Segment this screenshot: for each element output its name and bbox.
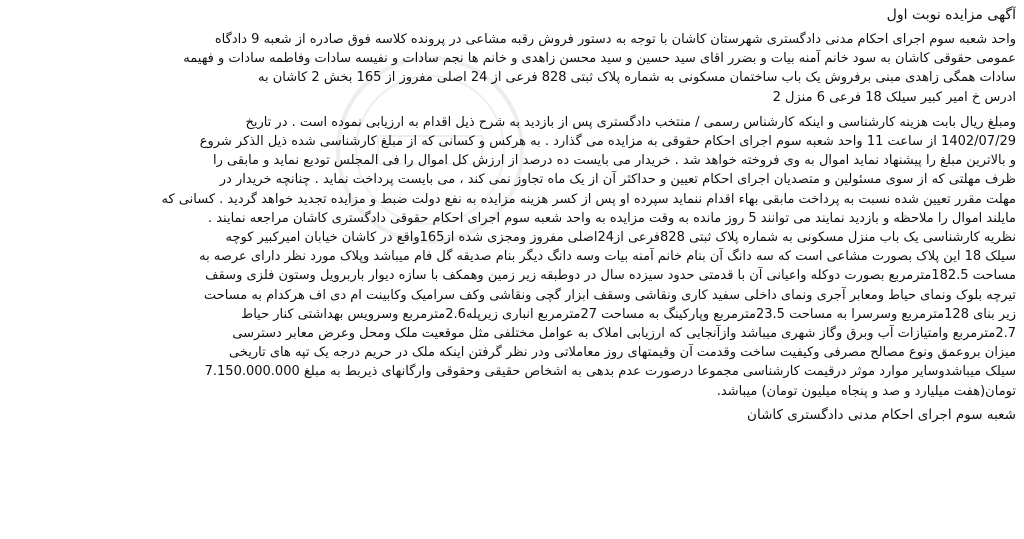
paragraph-2-line: ظرف مهلتی که از سوی مسئولین و متصدیان اجرای احکام تعیین و حداکثر آن از یک ماه تجاوز نمی کند ، می بایست پرداخت نماید . چنانچه خریدار در bbox=[219, 172, 1016, 188]
paragraph-1-line: ادرس خ امیر کبیر سیلک 18 فرعی 6 منزل 2 bbox=[772, 89, 1016, 105]
paragraph-2-line: سیلک 18 این پلاک بصورت مشاعی است که سه دانگ آن بنام خانم آمنه بیات وسه دانگ دیگر بنام صدیقه گل فام میباشد وپلاک مورد نظر دارای عرصه به bbox=[199, 249, 1016, 265]
paragraph-1-line: سادات همگی زاهدی مبنی برفروش یک باب ساختمان مسکونی به شماره پلاک ثبتی 828 فرعی از 24 اصلی مفروز از 165 بخش 2 کاشان به bbox=[258, 70, 1016, 86]
paragraph-2-line: ومبلغ ریال بابت هزینه کارشناسی و اینکه کارشناس رسمی / منتخب دادگستری پس از بازدید به شرح ذیل اقدام به ارزیابی نموده است . در تاریخ bbox=[245, 114, 1016, 130]
paragraph-1-line: عمومی حقوقی کاشان به سود خانم آمنه بیات و بضرر اقای سید حسین و سید محسن زاهدی و خانم ها نجم سادات و نفیسه سادات وفاطمه سادات و فهیمه bbox=[183, 51, 1016, 67]
paragraph-2-line: مساحت 182.5مترمربع بصورت دوکله واعیانی آن با قدمتی حدود سیزده سال در دوطبقه زیر زمین وهمکف با سازه دیوار باربرویل وستون فلزی وسقف bbox=[205, 268, 1016, 284]
paragraph-2-line: مایلند اموال را ملاحظه و بازدید نمایند می توانند 5 روز مانده به وقت مزایده به واحد شعبه سوم اجرای احکام حقوقی دادگستری کاشان مراجعه نمایند . bbox=[207, 210, 1016, 226]
paragraph-2-line: تومان(هفت میلیارد و صد و پنجاه میلیون تومان) میباشد. bbox=[716, 383, 1016, 399]
paragraph-2-line: تیرچه بلوک ونمای حیاط ومعابر آجری ونمای داخلی سفید کاری ونقاشی وسقف ابزار گچی ونقاشی وکف سرامیک وکابینت ام دی اف هرکدام به مساحت bbox=[203, 287, 1016, 303]
paragraph-2-line: و بالاترین مبلغ را پیشنهاد نماید اموال به وی فروخته خواهد شد . خریدار می بایست ده درصد از ارزش کل اموال را فی المجلس تودیع نماید و مابقی را bbox=[213, 153, 1016, 169]
notice-paragraph-1 bbox=[8, 30, 1016, 107]
paragraph-2-line: سیلک میباشدوسایر موارد موثر درقیمت کارشناسی مجموعا درصورت عدم بدهی به اشخاص حقیقی وحقوقی وارگانهای ذیربط به مبلغ 7.150.000.000 bbox=[204, 364, 1016, 380]
paragraph-2-line: میزان بروعمق ونوع مصالح مصرفی وکیفیت ساخت وقدمت آن وقیمتهای روز معاملاتی ودر نظر گرفتن اینکه ملک در حریم درجه یک تپه های تاریخی bbox=[229, 345, 1016, 361]
paragraph-2-line: مهلت مقرر تعیین شده نسبت به پرداخت مابقی بهاء اقدام ننماید سپرده او پس از کسر هزینه مزایده به نفع دولت ضبط و مزایده تجدید خواهد گردید . کسانی که bbox=[161, 191, 1016, 207]
notice-title: آگهی مزایده نوبت اول bbox=[886, 7, 1016, 23]
paragraph-1-line: واحد شعبه سوم اجرای احکام مدنی دادگستری شهرستان کاشان با توجه به دستور فروش رقبه مشاعی در پرونده کلاسه فوق صادره از شعبه 9 دادگاه bbox=[214, 32, 1016, 47]
notice-signature: شعبه سوم اجرای احکام مدنی دادگستری کاشان bbox=[747, 406, 1016, 423]
paragraph-2-line: زیر بنای 128مترمربع وسرسرا به مساحت 23.5مترمربع وپارکینگ به مساحت 27مترمربع انباری زیرپله2.6مترمربع وسرویس بهداشتی کنار حیاط bbox=[241, 306, 1016, 322]
paragraph-2-line: 2.7مترمربع وامتیازات آب وبرق وگاز شهری میباشد وازآنجایی که ارزیابی املاک به عوامل مختلفی مثل موقعیت ملک ومحل وعرض معابر دسترسی bbox=[232, 326, 1016, 342]
notice-paragraph-2 bbox=[8, 113, 1016, 401]
paragraph-2-line: 1402/07/29 از ساعت 11 واحد شعبه سوم اجرای احکام حقوقی به مزایده می گذارد . به هرکس و کسانی که از مبلغ کارشناسی شده ذیل الذکر شروع bbox=[199, 134, 1016, 150]
paragraph-2-line: نظریه کارشناسی یک باب منزل مسکونی به شماره پلاک ثبتی 828فرعی از24اصلی مفروز ومجزی شده از165واقع در کاشان خیابان امیرکبیر کوچه bbox=[225, 230, 1016, 246]
